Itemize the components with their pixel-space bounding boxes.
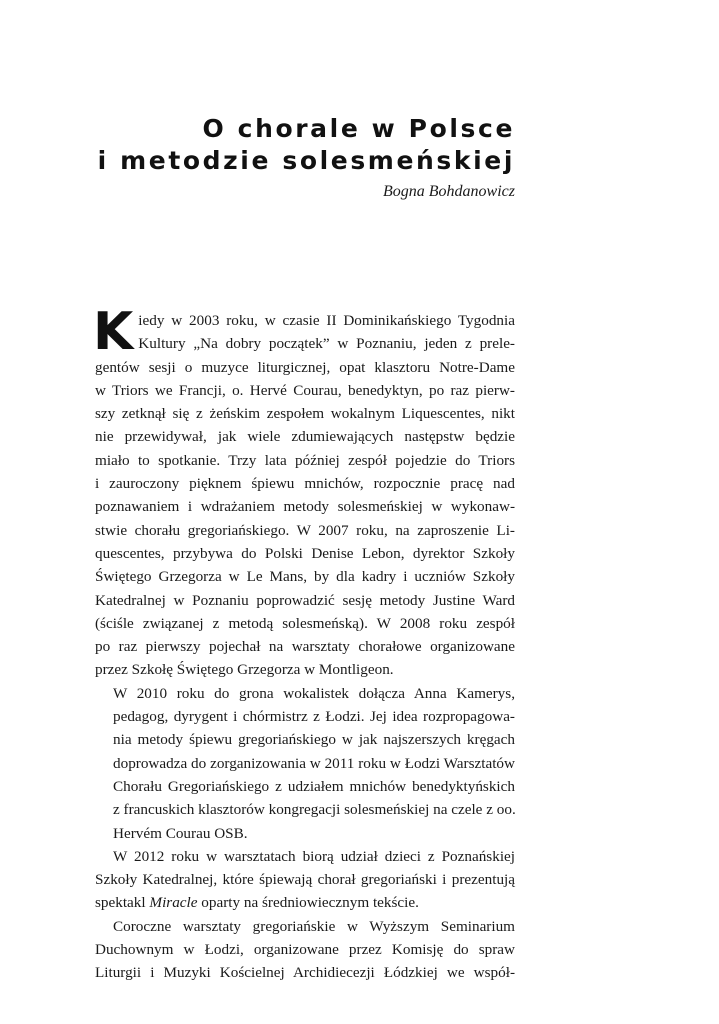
paragraph-2-line: Chorału Gregoriańskiego z udziałem mnichów benedyktyńskich [113,777,515,795]
paragraph-1-line: Kultury „Na dobry początek” w Poznaniu, jeden z prele- [138,335,515,353]
paragraph-3 [95,845,515,915]
paragraph-3-line: W 2012 roku w warsztatach biorą udział dzieci z Poznańskiej [113,847,515,865]
article-title-line-1: O chorale w Polsce [202,114,515,143]
paragraph-2-line: pedagog, dyrygent i chórmistrz z Łodzi. Jej idea rozpropagowa- [113,708,515,726]
paragraph-1-line: stwie chorału gregoriańskiego. W 2007 roku, na zaproszenie Li- [95,521,515,539]
paragraph-3-text: spektakl [95,894,150,912]
drop-cap: K [93,302,134,362]
paragraph-1 [93,302,515,682]
work-title: Miracle [149,894,198,912]
paragraph-3-text: oparty na średniowiecznym tekście. [197,894,419,912]
paragraph-2 [95,682,515,845]
paragraph-1-line: szy zetknął się z żeńskim zespołem wokalnym Liquescentes, nikt [95,405,515,423]
paragraph-1-line: i zauroczony pięknem śpiewu mnichów, rozpocznie pracę nad [95,475,515,493]
paragraph-4-line: Liturgii i Muzyki Kościelnej Archidiecezji Łódzkiej we współ- [95,964,515,982]
paragraph-1-line: po raz pierwszy pojechał na warsztaty chorałowe organizowane [95,638,515,656]
article-header [98,113,515,203]
paragraph-3-line [95,891,515,914]
paragraph-1-line: Katedralnej w Poznaniu poprowadzić sesję metody Justine Ward [95,591,515,609]
paragraph-1-line: poznawaniem i wdrażaniem metody solesmeńskiej w wykonaw- [95,498,515,516]
paragraph-1-line: quescentes, przybywa do Polski Denise Lebon, dyrektor Szkoły [95,544,515,562]
paragraph-1-line: Świętego Grzegorza w Le Mans, by dla kadry i uczniów Szkoły [95,568,515,586]
paragraph-2-line: W 2010 roku do grona wokalistek dołącza Anna Kamerys, [113,684,515,702]
paragraph-3-line: Szkoły Katedralnej, które śpiewają chorał gregoriański i prezentują [95,871,515,889]
paragraph-1-line: gentów sesji o muzyce liturgicznej, opat klasztoru Notre-Dame [95,358,515,376]
paragraph-1-line: (ściśle związanej z metodą solesmeńską). W 2008 roku zespół [95,614,515,632]
article-title-line-2: i metodzie solesmeńskiej [97,146,515,175]
article-body [93,302,516,985]
paragraph-1-line: w Triors we Francji, o. Hervé Courau, benedyktyn, po raz pierw- [95,381,515,399]
paragraph-1-line: miało to spotkanie. Trzy lata później zespół pojedzie do Triors [95,451,515,469]
paragraph-2-line: nia metody śpiewu gregoriańskiego w jak najszerszych kręgach [113,731,515,749]
paragraph-4-line: Duchownym w Łodzi, organizowane przez Komisję do spraw [95,941,515,959]
paragraph-4-line: Coroczne warsztaty gregoriańskie w Wyższym Seminarium [113,917,515,935]
paragraph-4 [95,915,515,985]
paragraph-2-line: doprowadza do zorganizowania w 2011 roku w Łodzi Warsztatów [113,754,515,772]
paragraph-2-line: z francuskich klasztorów kongregacji solesmeńskiej na czele z oo. [113,801,516,819]
paragraph-1-line: przez Szkołę Świętego Grzegorza w Montligeon. [95,661,394,679]
paragraph-2-line: Hervém Courau OSB. [113,824,248,842]
article-author: Bogna Bohdanowicz [383,183,515,200]
paragraph-1-line: nie przewidywał, jak wiele zdumiewających następstw będzie [95,428,515,446]
paragraph-1-line: iedy w 2003 roku, w czasie II Dominikańskiego Tygodnia [138,312,515,329]
